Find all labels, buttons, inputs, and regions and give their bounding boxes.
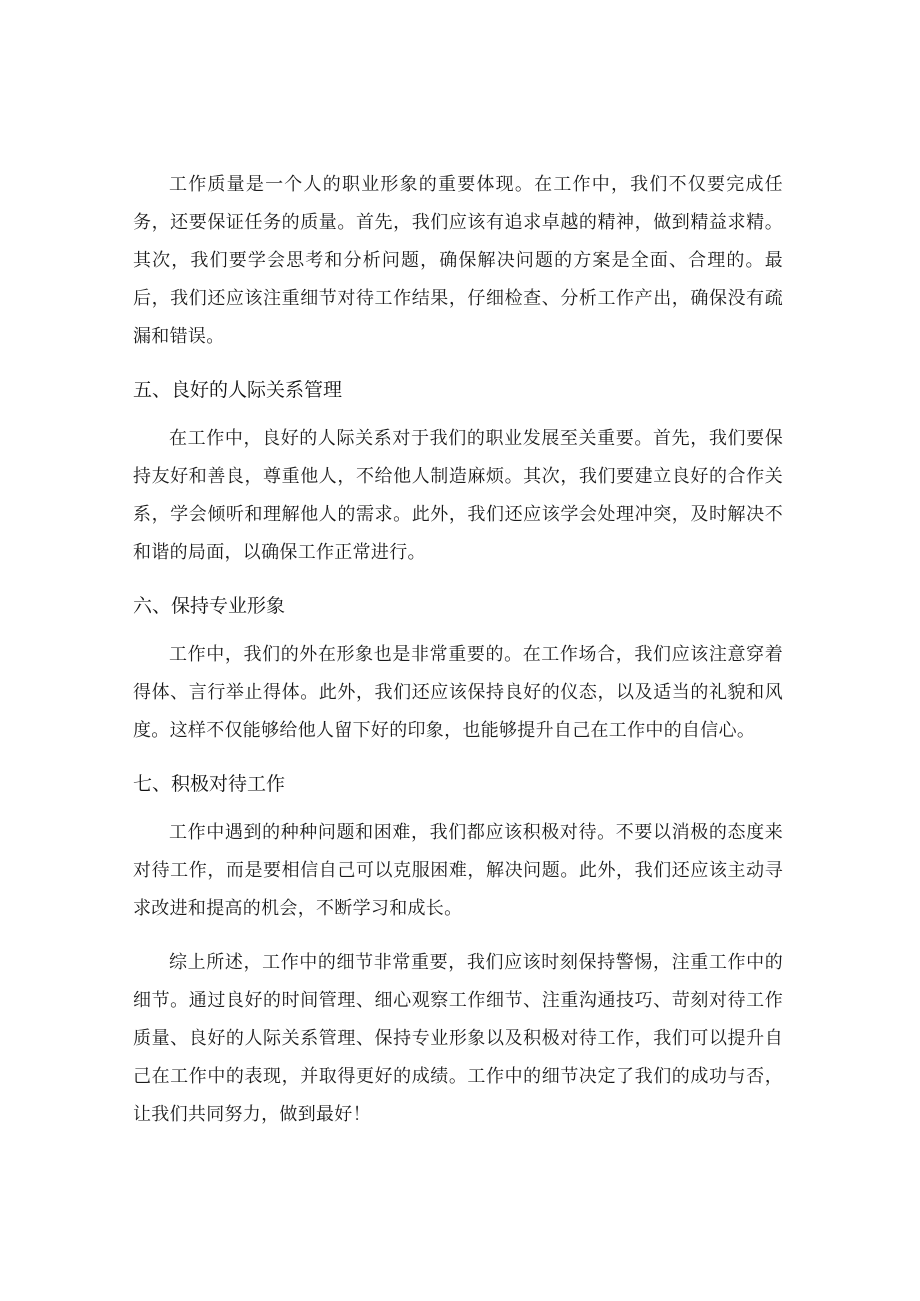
paragraph-positive-attitude: 工作中遇到的种种问题和困难，我们都应该积极对待。不要以消极的态度来对待工作，而是要相信自己可以克服困难，解决问题。此外，我们还应该主动寻求改进和提高的机会，不断学习和成长。 [133,822,783,919]
section-heading-professional-image: 六、保持专业形象 [133,595,286,617]
paragraph-summary: 综上所述，工作中的细节非常重要，我们应该时刻保持警惕，注重工作中的细节。通过良好的时间管理、细心观察工作细节、注重沟通技巧、苛刻对待工作质量、良好的人际关系管理、保持专业形象以及积极对待工作，我们可以提升自己在工作中的表现，并取得更好的成绩。工作中的细节决定了我们的成功与否，让我们共同努力，做到最好！ [133,952,783,1125]
paragraph-professional-image: 工作中，我们的外在形象也是非常重要的。在工作场合，我们应该注意穿着得体、言行举止得体。此外，我们还应该保持良好的仪态，以及适当的礼貌和风度。这样不仅能够给他人留下好的印象，也能够提升自己在工作中的自信心。 [133,644,783,741]
section-heading-interpersonal: 五、良好的人际关系管理 [133,379,343,401]
paragraph-interpersonal: 在工作中，良好的人际关系对于我们的职业发展至关重要。首先，我们要保持友好和善良，尊重他人，不给他人制造麻烦。其次，我们要建立良好的合作关系，学会倾听和理解他人的需求。此外，我们还应该学会处理冲突，及时解决不和谐的局面，以确保工作正常进行。 [133,428,783,563]
paragraph-work-quality: 工作质量是一个人的职业形象的重要体现。在工作中，我们不仅要完成任务，还要保证任务的质量。首先，我们应该有追求卓越的精神，做到精益求精。其次，我们要学会思考和分析问题，确保解决问题的方案是全面、合理的。最后，我们还应该注重细节对待工作结果，仔细检查、分析工作产出，确保没有疏漏和错误。 [133,174,783,347]
section-heading-positive-attitude: 七、积极对待工作 [133,773,286,795]
document-body [133,166,783,1134]
